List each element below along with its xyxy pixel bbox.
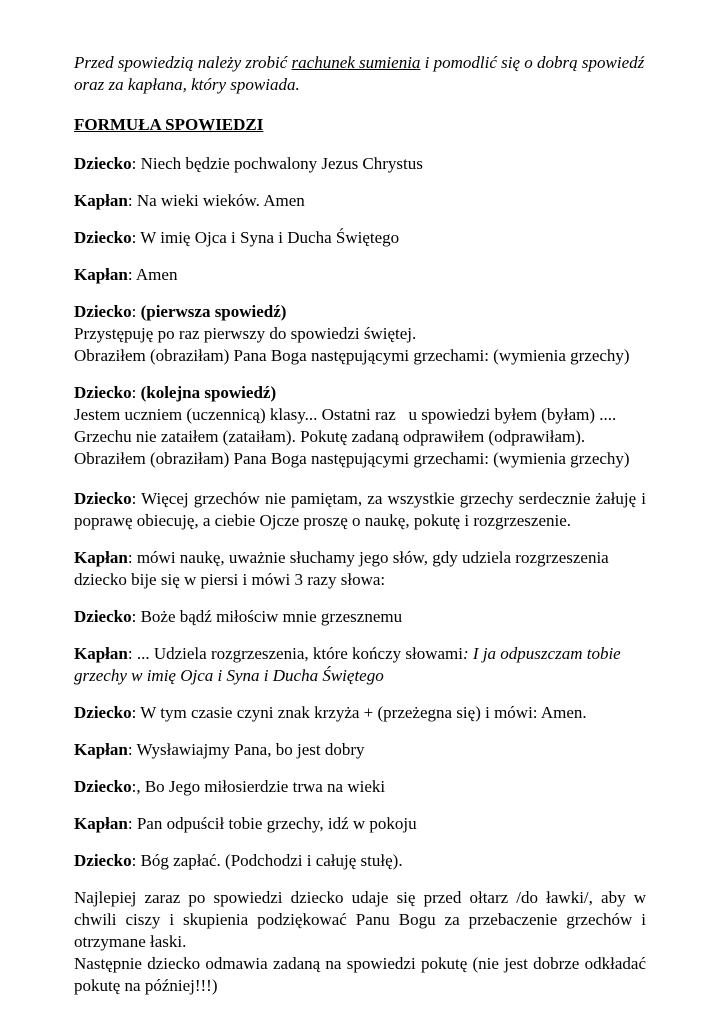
next-confession-title (74, 382, 646, 404)
closing-text: Następnie dziecko odmawia zadaną na spowiedzi pokutę (nie jest dobrze odkładać pokutę na później!!!) (74, 954, 646, 995)
dialogue-text: : W tym czasie czyni znak krzyża + (przeżegna się) i mówi: Amen. (131, 703, 587, 722)
speaker-label: Dziecko (74, 703, 132, 722)
variant-title: (pierwsza spowiedź) (140, 302, 287, 321)
dialogue-child-6 (74, 776, 646, 798)
section-heading: FORMUŁA SPOWIEDZI (74, 115, 264, 134)
closing-paragraph (74, 887, 646, 997)
first-confession-title (74, 301, 646, 323)
dialogue-priest-6 (74, 813, 646, 835)
dialogue-text: Jestem uczniem (uczennicą) klasy... Ostatni raz u spowiedzi byłem (byłam) .... (74, 405, 617, 424)
variant-title: (kolejna spowiedź) (140, 383, 277, 402)
dialogue-text: : Amen (127, 265, 178, 284)
dialogue-priest-2 (74, 264, 646, 286)
speaker-label: Dziecko (74, 777, 132, 796)
dialogue-priest-4 (74, 643, 646, 687)
dialogue-text: : Niech będzie pochwalony Jezus Chrystus (131, 154, 423, 173)
speaker-label: Dziecko (74, 383, 132, 402)
dialogue-text: :, Bo Jego miłosierdzie trwa na wieki (131, 777, 386, 796)
speaker-label: Kapłan (74, 644, 128, 663)
absolution-formula: : I ja odpuszczam tobie grzechy w imię Ojca i Syna i Ducha Świętego (74, 644, 621, 685)
dialogue-text: : W imię Ojca i Syna i Ducha Świętego (131, 228, 400, 247)
dialogue-child-1 (74, 153, 646, 175)
speaker-label: Kapłan (74, 740, 128, 759)
dialogue-child-3 (74, 488, 646, 532)
speaker-label: Dziecko (74, 607, 132, 626)
dialogue-text: : Na wieki wieków. Amen (127, 191, 305, 210)
speaker-label: Kapłan (74, 265, 128, 284)
dialogue-text: Przystępuję po raz pierwszy do spowiedzi świętej. (74, 324, 417, 343)
closing-text: Najlepiej zaraz po spowiedzi dziecko udaje się przed ołtarz /do ławki/, aby w chwili ciszy i skupienia podziękować Panu Bogu za przebaczenie grzechów i otrzymane łaski. (74, 888, 646, 951)
document-page (74, 52, 646, 997)
dialogue-text: : Boże bądź miłościw mnie grzesznemu (131, 607, 403, 626)
speaker-label: Dziecko (74, 851, 132, 870)
speaker-label: Kapłan (74, 548, 128, 567)
next-confession-block (74, 382, 646, 470)
separator: : (131, 302, 141, 321)
intro-underlined-term: rachunek sumienia (291, 53, 421, 72)
speaker-label: Kapłan (74, 191, 128, 210)
intro-text-start: Przed spowiedzią należy zrobić (74, 53, 292, 72)
speaker-label: Dziecko (74, 302, 132, 321)
first-confession-block (74, 301, 646, 367)
dialogue-text: : Bóg zapłać. (Podchodzi i całuję stułę). (131, 851, 403, 870)
dialogue-text: Grzechu nie zataiłem (zataiłam). Pokutę zadaną odprawiłem (odprawiłam). (74, 427, 586, 446)
dialogue-child-7 (74, 850, 646, 872)
dialogue-priest-5 (74, 739, 646, 761)
dialogue-text: : mówi naukę, uważnie słuchamy jego słów, gdy udziela rozgrzeszenia dziecko bije się w piersi i mówi 3 razy słowa: (74, 548, 609, 589)
speaker-label: Dziecko (74, 154, 132, 173)
dialogue-priest-1 (74, 190, 646, 212)
dialogue-child-2 (74, 227, 646, 249)
dialogue-text: Obraziłem (obraziłam) Pana Boga następującymi grzechami: (wymienia grzechy) (74, 449, 630, 468)
dialogue-priest-3 (74, 547, 646, 591)
dialogue-text: : Więcej grzechów nie pamiętam, za wszystkie grzechy serdecznie żałuję i poprawę obiecuję, a ciebie Ojcze proszę o naukę, pokutę i rozgrzeszenie. (74, 489, 646, 530)
dialogue-child-5 (74, 702, 646, 724)
dialogue-text: Obraziłem (obraziłam) Pana Boga następującymi grzechami: (wymienia grzechy) (74, 346, 630, 365)
separator: : (131, 383, 141, 402)
dialogue-text: : ... Udziela rozgrzeszenia, które kończy słowami (127, 644, 464, 663)
intro-text-end: i pomodlić się o dobrą spowiedź oraz za kapłana, który spowiada. (74, 53, 645, 94)
speaker-label: Dziecko (74, 489, 132, 508)
dialogue-child-4 (74, 606, 646, 628)
speaker-label: Dziecko (74, 228, 132, 247)
intro-paragraph (74, 52, 646, 96)
dialogue-text: : Wysławiajmy Pana, bo jest dobry (127, 740, 365, 759)
speaker-label: Kapłan (74, 814, 128, 833)
dialogue-text: : Pan odpuścił tobie grzechy, idź w pokoju (127, 814, 417, 833)
